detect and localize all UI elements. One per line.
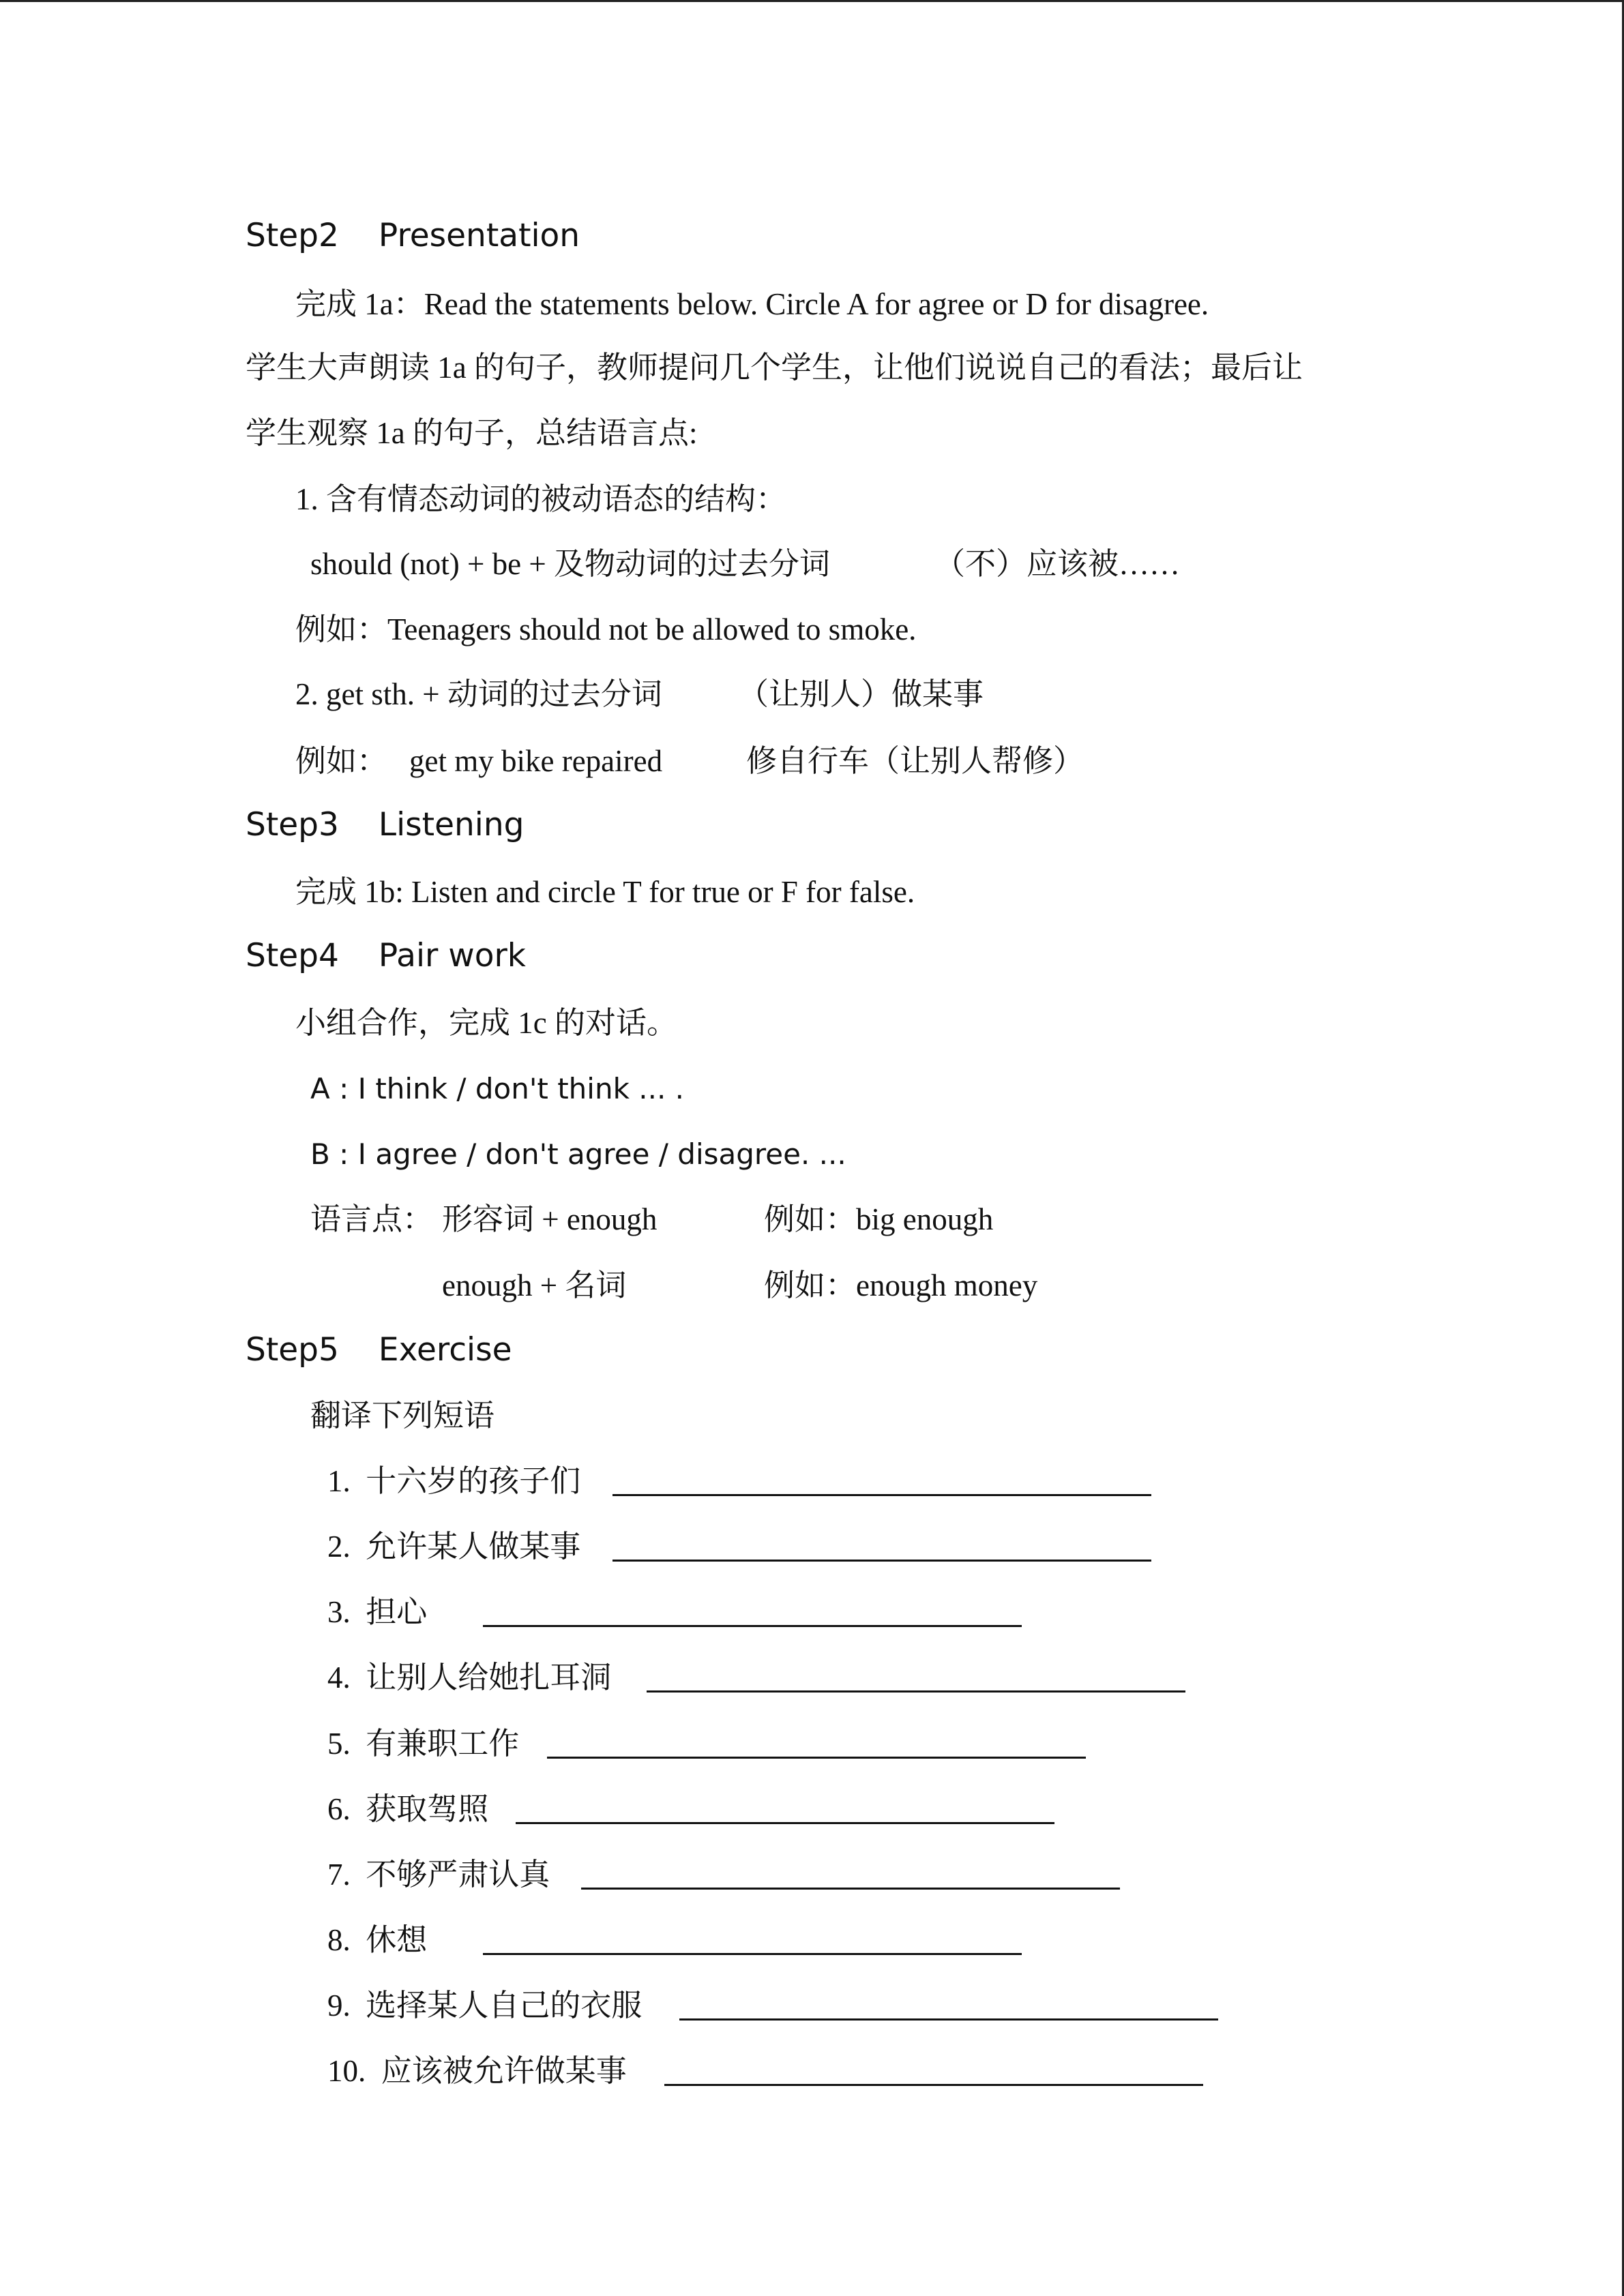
step5-heading <box>246 1330 512 1371</box>
exercise-item-text: 允许某人做某事 <box>366 1530 581 1564</box>
point1-example <box>295 609 916 650</box>
step2-heading <box>246 215 580 256</box>
step3-label: Step3 <box>246 806 339 844</box>
answer-blank-2[interactable] <box>612 1560 1151 1562</box>
step3-title: Listening <box>378 806 525 844</box>
exercise-item-text: 获取驾照 <box>366 1792 489 1826</box>
dialogue-line-a: A : I think / don't think ... . <box>310 1072 685 1105</box>
exercise-item-text: 有兼职工作 <box>366 1727 520 1761</box>
answer-blank-8[interactable] <box>483 1953 1022 1955</box>
language-pattern-2: enough + 名词 <box>442 1268 627 1302</box>
step3-heading <box>246 805 524 846</box>
exercise-item-text: 应该被允许做某事 <box>381 2054 627 2088</box>
answer-blank-3[interactable] <box>483 1625 1022 1627</box>
language-example-2: 例如：enough money <box>764 1268 1038 1302</box>
exercise-item-text: 十六岁的孩子们 <box>366 1464 581 1498</box>
exercise-item <box>327 2051 627 2091</box>
step2-title: Presentation <box>378 217 580 254</box>
dialogue-line-b: B : I agree / don't agree / disagree. ... <box>310 1137 846 1171</box>
point2-formula: 2. get sth. + 动词的过去分词 <box>295 677 662 711</box>
exercise-item <box>327 1985 642 2026</box>
step2-task: 完成 1a：Read the statements below. Circle A for agree or D for disagree. <box>295 287 1209 321</box>
exercise-item-text: 休想 <box>366 1923 428 1957</box>
point1-example-text: 例如：Teenagers should not be allowed to smoke. <box>295 612 917 646</box>
exercise-item <box>327 1592 427 1632</box>
language-example-1: 例如：big enough <box>764 1202 994 1236</box>
exercise-item-text: 让别人给她扎耳洞 <box>366 1660 612 1695</box>
exercise-item <box>327 1920 427 1960</box>
point2-example-label: 例如： <box>295 744 388 778</box>
step4-title: Pair work <box>378 937 527 974</box>
exercise-item-number: 4. <box>327 1660 351 1695</box>
step2-paragraph-line2: 学生观察 1a 的句子，总结语言点: <box>246 416 698 450</box>
exercise-item <box>327 1723 519 1764</box>
answer-blank-10[interactable] <box>664 2084 1203 2086</box>
exercise-item <box>327 1854 550 1895</box>
exercise-item-text: 不够严肃认真 <box>366 1858 550 1892</box>
language-pattern-1: 形容词 + enough <box>442 1202 658 1236</box>
exercise-item <box>327 1789 488 1830</box>
step4-task: 小组合作，完成 1c 的对话。 <box>295 1006 677 1040</box>
exercise-item-text: 担心 <box>366 1595 428 1629</box>
answer-blank-1[interactable] <box>612 1494 1151 1496</box>
exercise-item-number: 2. <box>327 1530 351 1564</box>
step5-title: Exercise <box>378 1331 512 1369</box>
step4-label: Step4 <box>246 937 339 974</box>
point2-meaning: （让别人）做某事 <box>738 677 984 711</box>
step2-paragraph-line1: 学生大声朗读 1a 的句子，教师提问几个学生，让他们说说自己的看法；最后让 <box>246 351 1303 385</box>
step4-heading <box>246 936 526 976</box>
answer-blank-5[interactable] <box>547 1757 1086 1759</box>
point1-formula: should (not) + be + 及物动词的过去分词 <box>310 547 830 581</box>
exercise-item-number: 1. <box>327 1464 351 1498</box>
step3-task: 完成 1b: Listen and circle T for true or F for false. <box>295 875 915 909</box>
exercise-item-number: 3. <box>327 1595 351 1629</box>
point1-meaning: （不）应该被…… <box>934 547 1181 581</box>
point2-example-zh: 修自行车（让别人帮修） <box>746 744 1084 778</box>
exercise-item-number: 6. <box>327 1792 351 1826</box>
point2-example-en: get my bike repaired <box>409 744 663 778</box>
exercise-item <box>327 1526 580 1567</box>
exercise-item-number: 9. <box>327 1988 351 2023</box>
exercise-instruction: 翻译下列短语 <box>310 1399 495 1433</box>
exercise-item-number: 5. <box>327 1727 351 1761</box>
exercise-item <box>327 1657 611 1698</box>
step2-label: Step2 <box>246 217 339 254</box>
answer-blank-4[interactable] <box>647 1690 1185 1693</box>
answer-blank-7[interactable] <box>581 1888 1120 1890</box>
answer-blank-9[interactable] <box>679 2018 1218 2021</box>
answer-blank-6[interactable] <box>516 1822 1054 1824</box>
step5-label: Step5 <box>246 1331 339 1369</box>
page-top-border <box>0 0 1624 2</box>
exercise-item <box>327 1461 580 1502</box>
exercise-item-number: 10. <box>327 2054 366 2088</box>
language-point-label: 语言点： <box>310 1202 434 1236</box>
point1-title: 1. 含有情态动词的被动语态的结构： <box>295 482 787 516</box>
exercise-item-text: 选择某人自己的衣服 <box>366 1988 643 2023</box>
exercise-item-number: 7. <box>327 1858 351 1892</box>
exercise-item-number: 8. <box>327 1923 351 1957</box>
